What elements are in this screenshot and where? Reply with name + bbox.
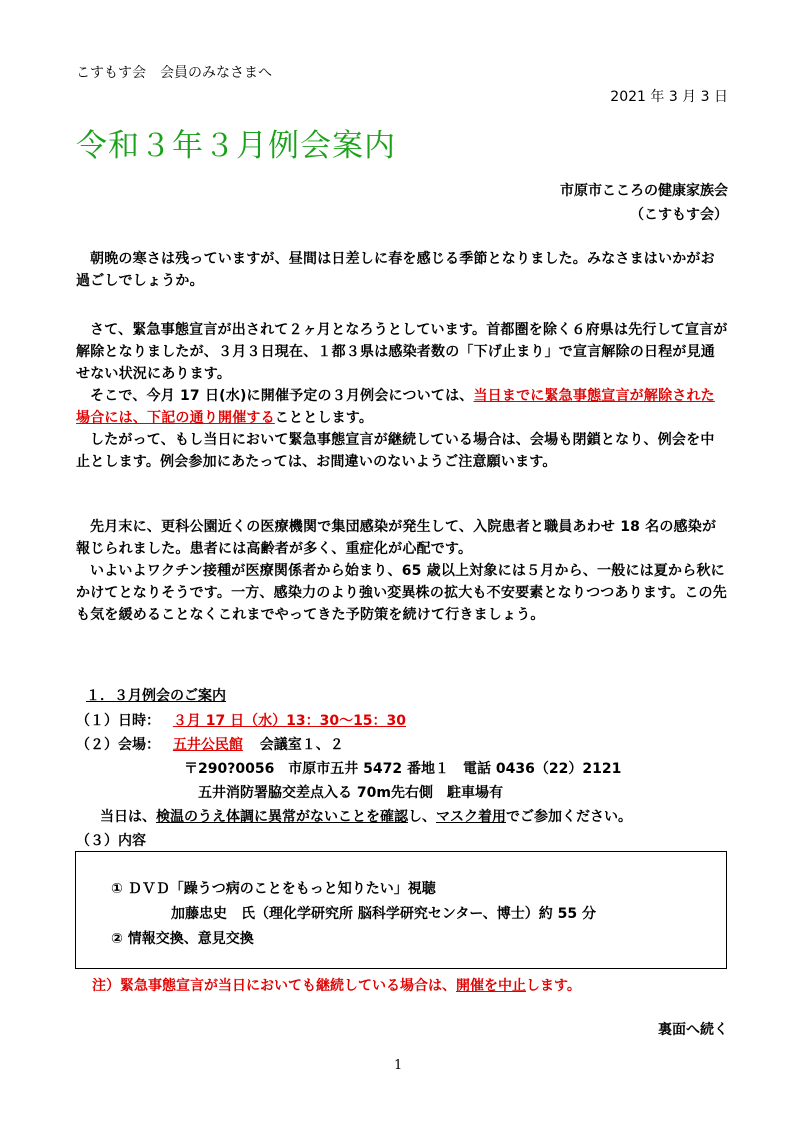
content-label: （３）内容 (76, 833, 146, 849)
condition-highlight: 当日までに緊急事態宣言が解除された場合には、下記の通り開催する (76, 388, 715, 426)
organization-short-name: （こすもす会） (630, 207, 728, 223)
notice-text-mid: し、 (408, 809, 436, 825)
content-item-exchange: ② 情報交換、意見交換 (111, 931, 254, 947)
condition-text-before: そこで、今月 17 日(水)に開催予定の３月例会については、 (90, 388, 474, 404)
notice-temperature-check: 検温のうえ体調に異常がないことを確認 (156, 809, 408, 825)
paragraph-cluster-infection: 先月末に、更科公園近くの医療機関で集団感染が発生して、入院患者と職員あわせ 18 名の感染が報じられました。患者には高齢者が多く、重症化が心配です。 (76, 519, 717, 557)
content-box (75, 851, 727, 969)
document-date: 2021 年 3 月 3 日 (610, 89, 728, 105)
venue-room: 会議室１、２ (259, 737, 344, 753)
paragraph-meeting-condition (76, 385, 728, 429)
note-text-before: 注）緊急事態宣言が当日においても継続している場合は、 (92, 978, 456, 994)
cancellation-note (92, 975, 581, 995)
condition-text-after: こととします。 (274, 410, 374, 426)
infection-paragraphs (76, 516, 728, 626)
venue-directions: 五井消防署脇交差点入る 70m先右側 駐車場有 (198, 785, 503, 801)
document-title: 令和３年３月例会案内 (76, 128, 396, 164)
paragraph-vaccination: いよいよワクチン接種が医療関係者から始まり、65 歳以上対象には５月から、一般には夏から秋にかけてとなりそうです。一方、感染力のより強い変異株の拡大も不安要素となりつつあります。この先も気を緩めることなくこれまでやってきた予防策を続けて行きましょう。 (76, 563, 727, 623)
datetime-value: ３月 17 日（水）13：30〜15：30 (172, 713, 407, 729)
greeting-paragraph (76, 248, 728, 292)
venue-name: 五井公民館 (172, 737, 243, 753)
emergency-paragraphs (76, 319, 728, 473)
venue-label: （２）会場： (76, 737, 160, 753)
notice-text-before: 当日は、 (100, 809, 156, 825)
note-cancel-emphasis: 開催を中止 (456, 978, 526, 994)
attendance-notice (100, 806, 632, 826)
content-item-dvd: ① ＤＶＤ「躁うつ病のことをもっと知りたい」視聴 (111, 881, 436, 897)
paragraph-cancellation: したがって、もし当日において緊急事態宣言が継続している場合は、会場も閉鎖となり、例会を中止とします。例会参加にあたっては、お間違いのないようご注意願います。 (76, 432, 715, 470)
meeting-section-title: １．３月例会のご案内 (86, 688, 226, 704)
datetime-label: （１）日時： (76, 713, 160, 729)
notice-text-after: でご参加ください。 (506, 809, 632, 825)
recipient-line: こすもす会 会員のみなさまへ (76, 65, 272, 81)
note-text-after: します。 (526, 978, 581, 994)
meeting-venue (76, 734, 344, 754)
paragraph-greeting: 朝晩の寒さは残っていますが、昼間は日差しに春を感じる季節となりました。みなさまはいかがお過ごしでしょうか。 (76, 251, 715, 289)
organization-name: 市原市こころの健康家族会 (560, 183, 728, 199)
venue-address: 〒290?0056 市原市五井 5472 番地１ 電話 0436（22）2121 (184, 761, 622, 777)
page-number: 1 (394, 1058, 403, 1073)
notice-mask: マスク着用 (436, 809, 506, 825)
paragraph-emergency-status: さて、緊急事態宣言が出されて２ヶ月となろうとしています。首都圏を除く６府県は先行して宣言が解除となりましたが、３月３日現在、１都３県は感染者数の「下げ止まり」で宣言解除の日程が見通せない状況にあります。 (76, 322, 728, 382)
meeting-datetime (76, 710, 406, 730)
content-item-dvd-detail: 加藤忠史 氏（理化学研究所 脳科学研究センター、博士）約 55 分 (171, 906, 596, 922)
continued-on-back: 裏面へ続く (658, 1022, 728, 1038)
